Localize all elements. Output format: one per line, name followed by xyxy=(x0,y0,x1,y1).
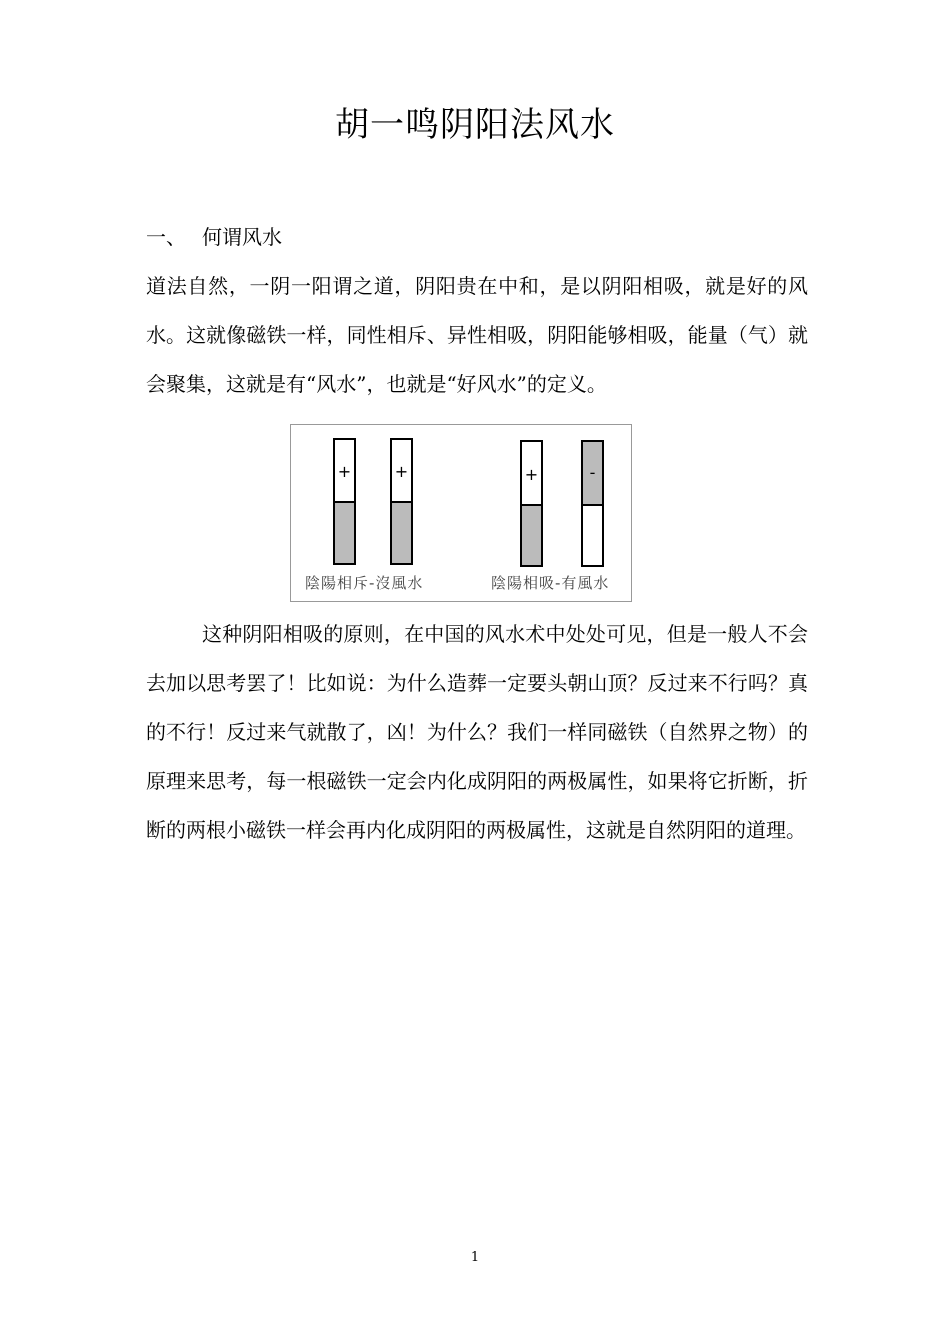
figure-caption-repel: 陰陽相斥-沒風水 xyxy=(305,574,424,592)
magnet-3-bottom xyxy=(521,505,542,566)
magnet-4-sign: - xyxy=(589,463,596,482)
section-heading xyxy=(146,220,282,254)
magnet-1-sign: + xyxy=(337,462,352,481)
magnet-3 xyxy=(521,441,542,566)
magnet-2-sign: + xyxy=(394,462,409,481)
section-number: 一、 xyxy=(146,225,186,249)
figure-caption-attract: 陰陽相吸-有風水 xyxy=(491,574,610,592)
paragraph-1: 道法自然，一阴一阳谓之道，阴阳贵在中和，是以阴阳相吸，就是好的风水。这就像磁铁一样，同性相斥、异性相吸，阴阳能够相吸，能量（气）就会聚集，这就是有“风水”，也就是“好风水”的定义。 xyxy=(146,274,808,396)
magnet-figure xyxy=(290,424,632,602)
magnet-4 xyxy=(582,441,603,566)
magnet-2 xyxy=(391,439,412,564)
section-title: 何谓风水 xyxy=(202,225,282,249)
magnet-4-bottom xyxy=(582,505,603,566)
magnet-1-bottom xyxy=(334,502,355,564)
paragraph-2: 这种阴阳相吸的原则，在中国的风水术中处处可见，但是一般人不会去加以思考罢了！比如说：为什么造葬一定要头朝山顶？反过来不行吗？真的不行！反过来气就散了，凶！为什么？我们一样同磁铁（自然界之物）的原理来思考，每一根磁铁一定会内化成阴阳的两极属性，如果将它折断，折断的两根小磁铁一样会再内化成阴阳的两极属性，这就是自然阴阳的道理。 xyxy=(146,622,808,842)
page-number: 1 xyxy=(470,1250,480,1265)
magnet-2-bottom xyxy=(391,502,412,564)
magnet-3-sign: + xyxy=(524,465,539,484)
document-title: 胡一鸣阴阳法风水 xyxy=(335,105,615,145)
magnet-1 xyxy=(334,439,355,564)
